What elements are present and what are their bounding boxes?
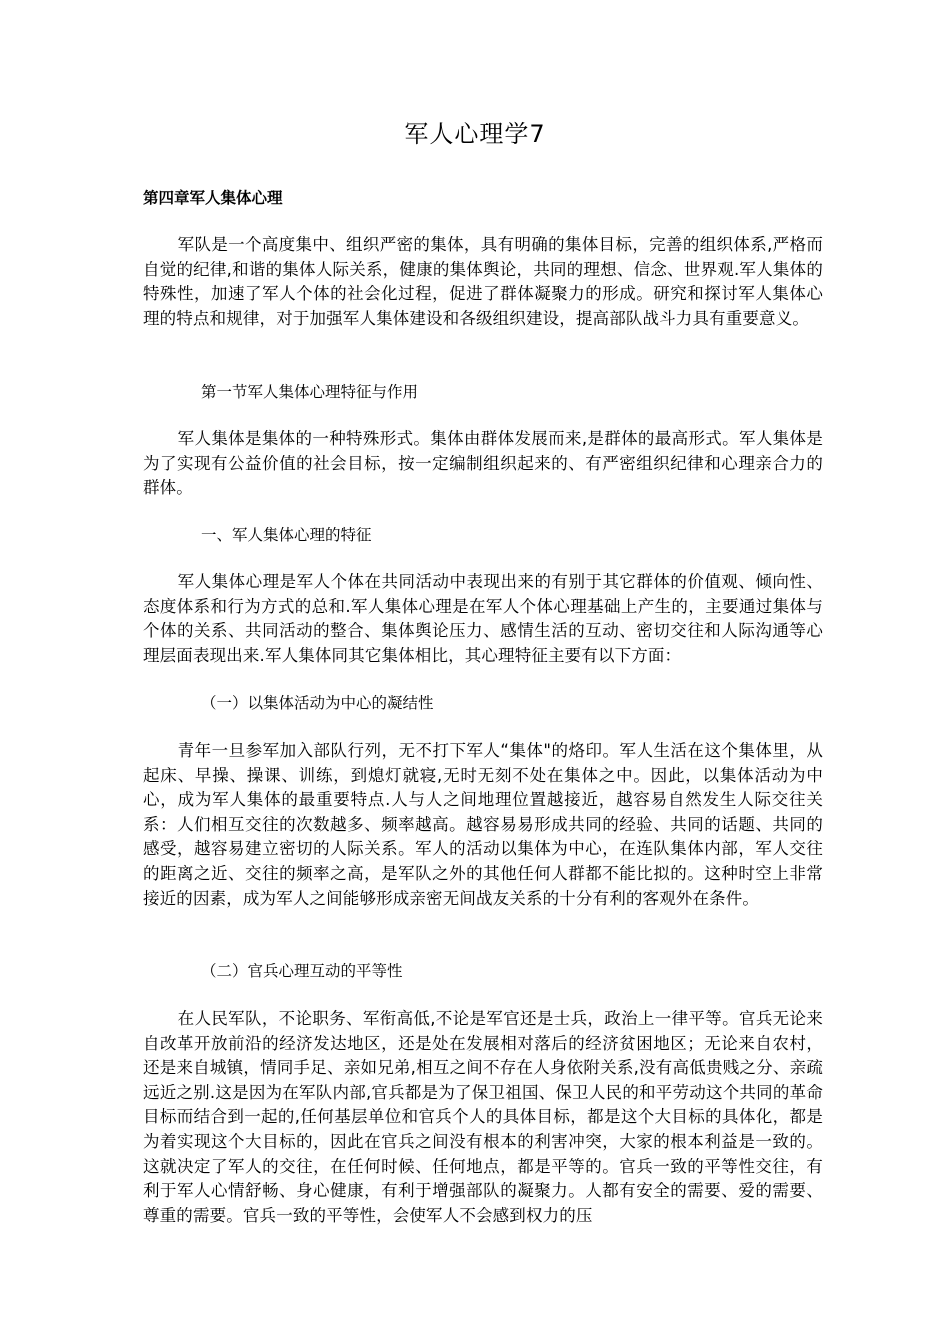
chapter-title: 第四章军人集体心理 [143,189,283,207]
paragraph-intro: 军队是一个高度集中、组织严密的集体，具有明确的集体目标，完善的组织体系,严格而自觉的纪律,和谐的集体人际关系，健康的集体舆论，共同的理想、信念、世界观.军人集体的特殊性，加速了军人个体的社会化过程，促进了群体凝聚力的形成。研究和探讨军人集体心理的特点和规律，对于加强军人集体建设和各级组织建设，提高部队战斗力具有重要意义。 [143,235,823,328]
section-heading-1: 第一节军人集体心理特征与作用 [201,383,419,401]
subsection-heading-cohesion: （一）以集体活动为中心的凝结性 [201,694,434,712]
paragraph-equality: 在人民军队，不论职务、军衔高低,不论是军官还是士兵，政治上一律平等。官兵无论来自改革开放前沿的经济发达地区，还是处在发展相对落后的经济贫困地区；无论来自农村，还是来自城镇，情同手足、亲如兄弟,相互之间不存在人身依附关系,没有高低贵贱之分、亲疏远近之别.这是因为在军队内部,官兵都是为了保卫祖国、保卫人民的和平劳动这个共同的革命目标而结合到一起的,任何基层单位和官兵个人的具体目标，都是这个大目标的具体化，都是为着实现这个大目标的，因此在官兵之间没有根本的利害冲突，大家的根本利益是一致的。这就决定了军人的交往，在任何时候、任何地点，都是平等的。官兵一致的平等性交往，有利于军人心情舒畅、身心健康，有利于增强部队的凝聚力。人都有安全的需要、爱的需要、尊重的需要。官兵一致的平等性，会使军人不会感到权力的压 [143,1009,823,1225]
paragraph-cohesion: 青年一旦参军加入部队行列，无不打下军人“集体"的烙印。军人生活在这个集体里，从起床、早操、操课、训练，到熄灯就寝,无时无刻不处在集体之中。因此，以集体活动为中心，成为军人集体的最重要特点.人与人之间地理位置越接近，越容易自然发生人际交往关系：人们相互交往的次数越多、频率越高。越容易易形成共同的经验、共同的话题、共同的感受，越容易建立密切的人际关系。军人的活动以集体为中心，在连队集体内部，军人交往的距离之近、交往的频率之高，是军队之外的其他任何人群都不能比拟的。这种时空上非常接近的因素，成为军人之间能够形成亲密无间战友关系的十分有利的客观外在条件。 [143,741,823,908]
document-title: 军人心理学7 [404,120,546,148]
paragraph-definition: 军人集体是集体的一种特殊形式。集体由群体发展而来,是群体的最高形式。军人集体是为了实现有公益价值的社会目标，按一定编制组织起来的、有严密组织纪律和心理亲合力的群体。 [143,429,823,498]
subsection-heading-equality: （二）官兵心理互动的平等性 [201,962,403,980]
subsection-heading-features: 一、军人集体心理的特征 [201,526,372,544]
paragraph-features: 军人集体心理是军人个体在共同活动中表现出来的有别于其它群体的价值观、倾向性、态度体系和行为方式的总和.军人集体心理是在军人个体心理基础上产生的，主要通过集体与个体的关系、共同活动的整合、集体舆论压力、感情生活的互动、密切交往和人际沟通等心理层面表现出来.军人集体同其它集体相比，其心理特征主要有以下方面： [143,572,823,665]
